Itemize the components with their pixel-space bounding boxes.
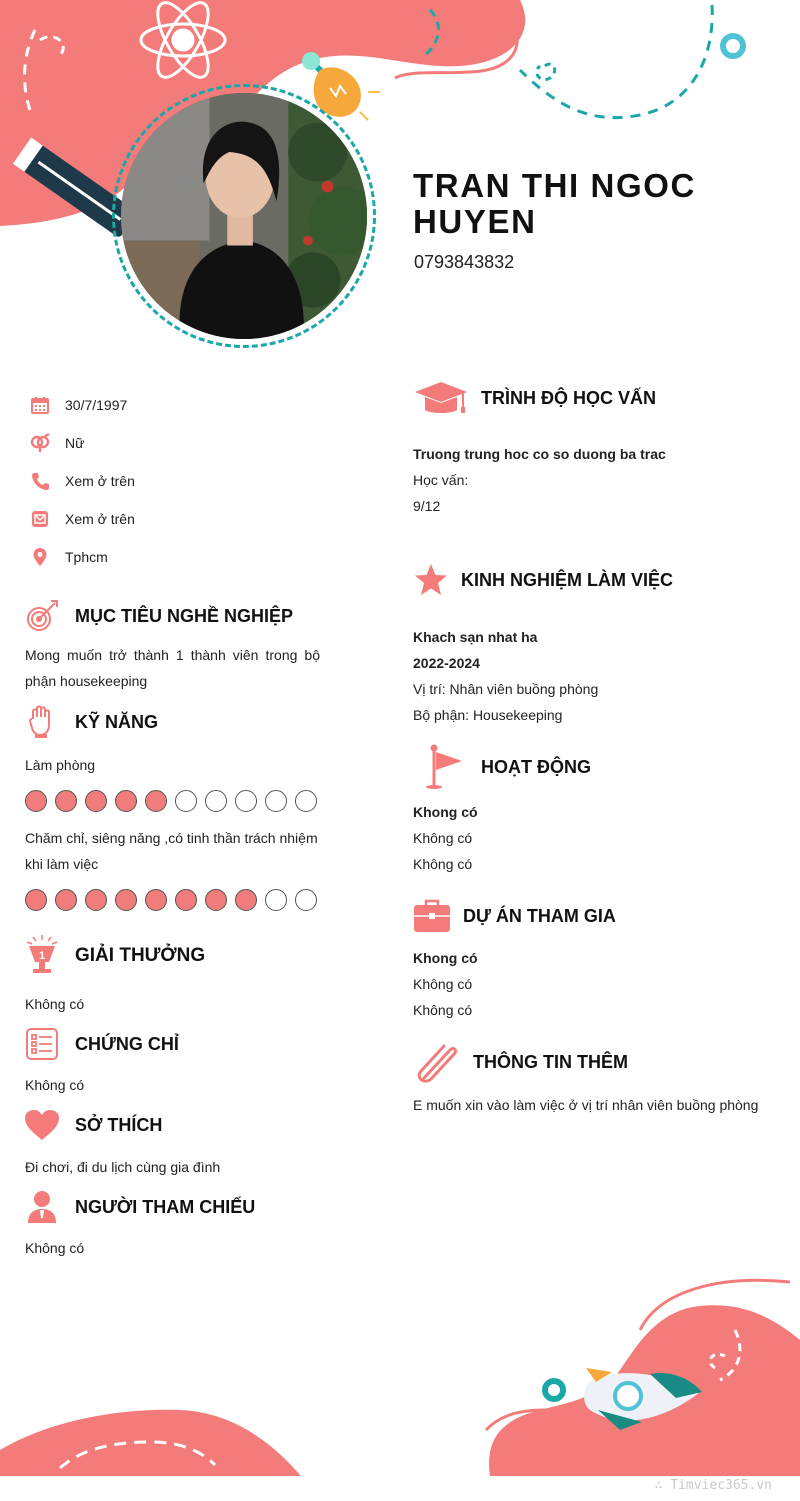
hobbies-heading [24, 1108, 162, 1142]
phone-value: Xem ở trên [65, 473, 135, 489]
education-details [413, 441, 666, 519]
experience-company: Khach sạn nhat ha [413, 629, 538, 645]
skill-1-rating [25, 790, 317, 812]
hobbies-text: Đi chơi, đi du lịch cùng gia đình [25, 1159, 221, 1175]
address-value: Tphcm [65, 549, 108, 565]
certificates-heading [24, 1027, 179, 1061]
rating-dot-filled [55, 889, 77, 911]
education-grade: 9/12 [413, 498, 441, 514]
skill-1-name: Làm phòng [25, 757, 96, 773]
rating-dot-filled [145, 790, 167, 812]
hobbies-title: SỞ THÍCH [75, 1114, 163, 1135]
hand-icon [24, 704, 60, 740]
certificates-title: CHỨNG CHỈ [75, 1033, 179, 1054]
briefcase-icon [413, 898, 451, 934]
watermark: ∴ Timviec365.vn [654, 1478, 772, 1493]
candidate-phone: 0793843832 [414, 252, 515, 272]
rating-dot-filled [115, 889, 137, 911]
references-heading [24, 1190, 255, 1224]
name-line-1: TRAN THI NGOC [413, 167, 696, 204]
personal-info [28, 386, 135, 576]
projects-details [413, 945, 478, 1023]
checklist-icon [24, 1027, 60, 1061]
activities-title: HOẠT ĐỘNG [481, 756, 591, 777]
activities-heading [413, 744, 591, 790]
rating-dot-empty [205, 790, 227, 812]
rating-dot-filled [175, 889, 197, 911]
extra-title: THÔNG TIN THÊM [473, 1051, 628, 1072]
rating-dot-filled [145, 889, 167, 911]
certificates-text: Không có [25, 1077, 85, 1093]
skills-heading [24, 704, 158, 740]
experience-position: Vị trí: Nhân viên buồng phòng [413, 681, 599, 697]
objective-text: Mong muốn trở thành 1 thành viên trong bộ phận housekeeping [25, 647, 320, 689]
person-icon [24, 1190, 60, 1224]
svg-text:1: 1 [38, 950, 46, 962]
trophy-icon [24, 934, 60, 978]
birthday-value: 30/7/1997 [65, 397, 128, 413]
footer-decoration [0, 1270, 800, 1501]
rating-dot-empty [175, 790, 197, 812]
experience-heading [413, 562, 673, 598]
education-title: TRÌNH ĐỘ HỌC VẤN [481, 387, 656, 408]
awards-text: Không có [25, 996, 85, 1012]
experience-details [413, 624, 598, 728]
graduation-cap-icon [413, 378, 469, 418]
info-phone [28, 462, 135, 500]
rating-dot-filled [85, 790, 107, 812]
email-value: Xem ở trên [65, 511, 135, 527]
references-text: Không có [25, 1240, 85, 1256]
rating-dot-filled [205, 889, 227, 911]
paperclip-icon [413, 1040, 461, 1084]
projects-line-3: Không có [413, 1002, 473, 1018]
experience-title: KINH NGHIỆM LÀM VIỆC [461, 569, 674, 590]
activities-line-2: Không có [413, 830, 473, 846]
projects-heading [413, 898, 616, 934]
awards-heading [24, 934, 205, 978]
name-line-2: HUYEN [413, 203, 537, 240]
avatar [121, 93, 367, 339]
location-icon [28, 545, 52, 569]
rating-dot-empty [295, 889, 317, 911]
extra-heading [413, 1040, 628, 1084]
star-icon [413, 562, 449, 598]
gender-value: Nữ [65, 435, 85, 451]
rating-dot-filled [115, 790, 137, 812]
info-email [28, 500, 135, 538]
mail-icon [28, 507, 52, 531]
objective-heading [24, 598, 293, 634]
skill-2-name: Chăm chỉ, siêng năng ,có tinh thần trách nhiệm khi làm việc [25, 830, 318, 872]
projects-title: DỰ ÁN THAM GIA [463, 905, 616, 926]
calendar-icon [28, 393, 52, 417]
education-heading [413, 378, 656, 418]
rating-dot-empty [235, 790, 257, 812]
info-birthday [28, 386, 135, 424]
rating-dot-empty [295, 790, 317, 812]
experience-department: Bộ phận: Housekeeping [413, 707, 563, 723]
objective-title: MỤC TIÊU NGHỀ NGHIỆP [75, 605, 294, 626]
projects-line-1: Khong có [413, 950, 478, 966]
rating-dot-filled [235, 889, 257, 911]
rating-dot-filled [25, 790, 47, 812]
references-title: NGƯỜI THAM CHIẾU [75, 1196, 256, 1217]
projects-line-2: Không có [413, 976, 473, 992]
skill-2-rating [25, 889, 317, 911]
extra-text: E muốn xin vào làm việc ở vị trí nhân viên buồng phòng [413, 1097, 759, 1113]
awards-title: GIẢI THƯỞNG [75, 945, 206, 966]
rating-dot-empty [265, 790, 287, 812]
info-gender [28, 424, 135, 462]
phone-icon [28, 469, 52, 493]
experience-period: 2022-2024 [413, 655, 480, 671]
target-icon [24, 598, 60, 634]
education-school: Truong trung hoc co so duong ba trac [413, 446, 666, 462]
rating-dot-empty [265, 889, 287, 911]
skills-title: KỸ NĂNG [75, 711, 159, 732]
education-label: Học vấn: [413, 472, 469, 488]
heart-icon [24, 1108, 60, 1142]
activities-line-3: Không có [413, 856, 473, 872]
rating-dot-filled [25, 889, 47, 911]
info-address [28, 538, 135, 576]
rating-dot-filled [85, 889, 107, 911]
candidate-name [413, 168, 773, 240]
flag-icon [413, 744, 469, 790]
activities-details [413, 799, 478, 877]
activities-line-1: Khong có [413, 804, 478, 820]
gender-icon [28, 431, 52, 455]
avatar-frame [112, 84, 376, 348]
rating-dot-filled [55, 790, 77, 812]
